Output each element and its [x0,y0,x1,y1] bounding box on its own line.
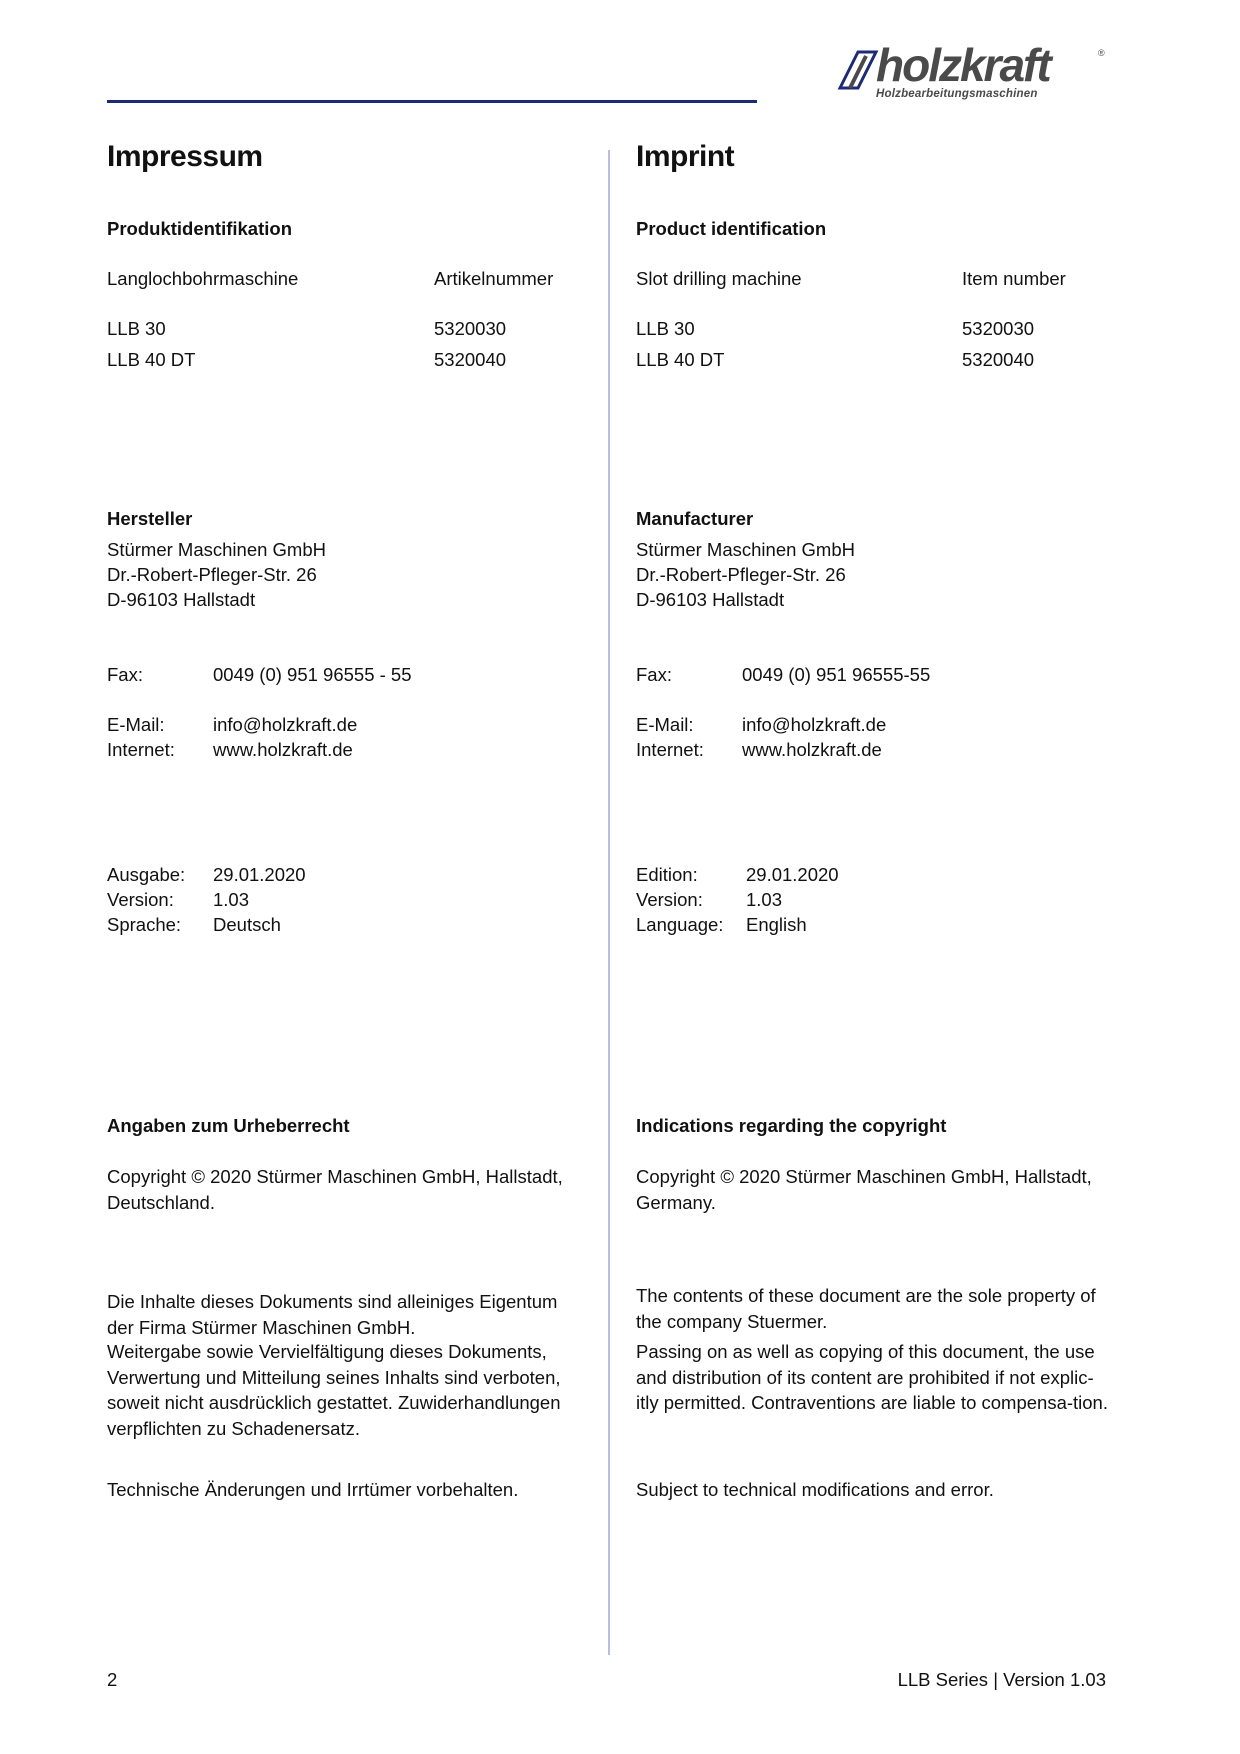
page-number: 2 [107,1669,118,1690]
address-line: D-96103 Hallstadt [636,589,785,610]
fax-value: 0049 (0) 951 96555 - 55 [213,664,412,685]
language-label: Language: [636,914,724,935]
subject-text: Technische Änderungen und Irrtümer vorbehalten. [107,1479,519,1500]
email-link[interactable]: info@holzkraft.de [742,714,887,735]
product-heading: Product identification [636,218,827,239]
logo-mark-icon [836,48,880,92]
product-column-name: Slot drilling machine [636,268,802,289]
version-label: Version: [107,889,174,910]
email-label: E-Mail: [107,714,165,735]
product-column-number: Item number [962,268,1066,289]
property-text: The contents of these document are the sole property of the company Stuermer. [636,1285,1096,1332]
product-model: LLB 40 DT [107,349,196,370]
product-number: 5320040 [962,349,1035,370]
product-column-number: Artikelnummer [434,268,554,289]
email-label: E-Mail: [636,714,694,735]
product-heading: Produktidentifikation [107,218,292,239]
version-label: Version: [636,889,703,910]
edition-value: 29.01.2020 [746,864,839,885]
logo-subtitle: Holzbearbeitungsmaschinen [876,88,1038,100]
manufacturer-heading: Manufacturer [636,508,754,529]
registered-mark: ® [1098,48,1105,58]
version-value: 1.03 [746,889,783,910]
internet-label: Internet: [636,739,704,760]
version-value: 1.03 [213,889,250,910]
internet-label: Internet: [107,739,175,760]
address-line: Stürmer Maschinen GmbH [107,539,326,560]
website-link[interactable]: www.holzkraft.de [213,739,353,760]
address-line: Dr.-Robert-Pfleger-Str. 26 [107,564,317,585]
language-value: Deutsch [213,914,281,935]
language-value: English [746,914,807,935]
edition-value: 29.01.2020 [213,864,306,885]
copyright-text: Copyright © 2020 Stürmer Maschinen GmbH, Hallstadt, Deutschland. [107,1166,563,1213]
product-number: 5320030 [962,318,1035,339]
product-number: 5320030 [434,318,507,339]
prohibition-text: Weitergabe sowie Vervielfältigung dieses Dokuments, Verwertung und Mitteilung seines Inhalts sind verboten, soweit nicht ausdrücklich gestattet. Zuwiderhandlungen verpflichten zu Schadenersatz. [107,1341,561,1439]
address-line: Stürmer Maschinen GmbH [636,539,855,560]
language-label: Sprache: [107,914,182,935]
address-line: Dr.-Robert-Pfleger-Str. 26 [636,564,846,585]
product-model: LLB 40 DT [636,349,725,370]
column-divider [608,150,610,1655]
fax-value: 0049 (0) 951 96555-55 [742,664,931,685]
product-model: LLB 30 [107,318,166,339]
product-column-name: Langlochbohrmaschine [107,268,299,289]
copyright-text: Copyright © 2020 Stürmer Maschinen GmbH, Hallstadt, Germany. [636,1166,1092,1213]
logo-wordmark: holzkraft [876,39,1050,91]
website-link[interactable]: www.holzkraft.de [742,739,882,760]
address-line: D-96103 Hallstadt [107,589,256,610]
edition-label: Edition: [636,864,698,885]
property-text: Die Inhalte dieses Dokuments sind alleiniges Eigentum der Firma Stürmer Maschinen GmbH. [107,1291,558,1338]
product-model: LLB 30 [636,318,695,339]
footer-series-version: LLB Series | Version 1.03 [897,1669,1106,1690]
page-title: Impressum [107,140,263,173]
page-title: Imprint [636,140,735,173]
manufacturer-heading: Hersteller [107,508,193,529]
fax-label: Fax: [636,664,672,685]
product-number: 5320040 [434,349,507,370]
email-link[interactable]: info@holzkraft.de [213,714,358,735]
fax-label: Fax: [107,664,143,685]
prohibition-text: Passing on as well as copying of this document, the use and distribution of its content are prohibited if not explic-itly permitted. Contraventions are liable to compensa-tion. [636,1341,1108,1413]
copyright-heading: Angaben zum Urheberrecht [107,1115,350,1136]
edition-label: Ausgabe: [107,864,186,885]
holzkraft-logo [836,39,1110,106]
header-rule [107,100,757,103]
copyright-heading: Indications regarding the copyright [636,1115,947,1136]
subject-text: Subject to technical modifications and error. [636,1479,994,1500]
